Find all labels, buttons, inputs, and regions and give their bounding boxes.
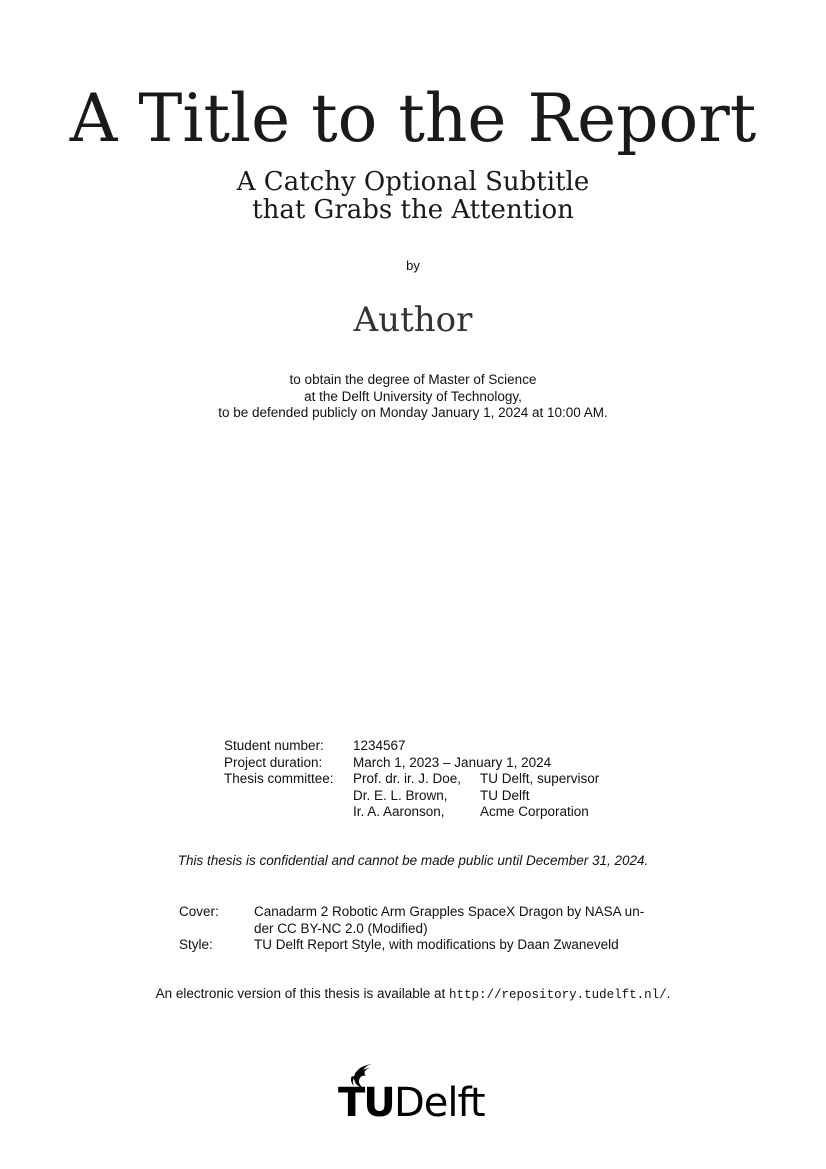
degree-line-2: at the Delft University of Technology, (304, 388, 522, 404)
cover-credit-line-1: Canadarm 2 Robotic Arm Grapples SpaceX Dragon by NASA un- (254, 904, 645, 919)
degree-statement (0, 372, 826, 422)
committee-member-role: Acme Corporation (480, 804, 589, 819)
report-subtitle (0, 168, 826, 224)
tu-delft-logo (338, 1062, 483, 1124)
cover-credit-line-2: der CC BY-NC 2.0 (Modified) (254, 920, 428, 936)
logo-delft: Delft (394, 1080, 485, 1126)
committee-member-name: Dr. E. L. Brown, (353, 787, 448, 803)
project-duration-value: March 1, 2023 – January 1, 2024 (353, 754, 552, 770)
by-label: by (406, 258, 420, 273)
report-title: A Title to the Report (69, 80, 757, 157)
project-duration-row (224, 755, 599, 772)
author-name: Author (353, 300, 473, 340)
confidentiality-notice: This thesis is confidential and cannot be made public until December 31, 2024. (177, 853, 649, 868)
project-duration-label: Project duration: (224, 754, 323, 770)
logo-tu: TU (338, 1080, 394, 1126)
subtitle-line-1: A Catchy Optional Subtitle (236, 167, 590, 197)
subtitle-line-2: that Grabs the Attention (252, 195, 574, 225)
cover-label: Cover: (179, 904, 219, 919)
thesis-info (224, 738, 599, 821)
student-number-row (224, 738, 599, 755)
style-credit: TU Delft Report Style, with modifications by Daan Zwaneveld (254, 937, 619, 952)
committee-row (224, 788, 599, 805)
repository-end: . (666, 986, 671, 1001)
cover-credit-row (179, 904, 654, 937)
student-number-value: 1234567 (353, 738, 406, 753)
degree-line-3: to be defended publicly on Monday January 1, 2024 at 10:00 AM. (218, 405, 608, 420)
style-credit-row (179, 937, 654, 954)
committee-member-role: TU Delft (480, 787, 530, 803)
style-label: Style: (179, 937, 213, 952)
committee-member-role: TU Delft, supervisor (480, 771, 600, 786)
degree-line-1: to obtain the degree of Master of Science (289, 372, 537, 387)
repository-link[interactable]: http://repository.tudelft.nl/ (449, 988, 667, 1002)
committee-row (224, 771, 599, 788)
repository-notice (0, 986, 826, 1002)
committee-member-name: Prof. dr. ir. J. Doe, (353, 771, 462, 786)
credits (179, 904, 654, 954)
repository-text: An electronic version of this thesis is available at (155, 986, 450, 1001)
committee-row (224, 804, 599, 821)
committee-member-name: Ir. A. Aaronson, (353, 804, 445, 819)
committee-label: Thesis committee: (224, 771, 334, 786)
student-number-label: Student number: (224, 738, 324, 753)
cover-credit (254, 904, 654, 937)
